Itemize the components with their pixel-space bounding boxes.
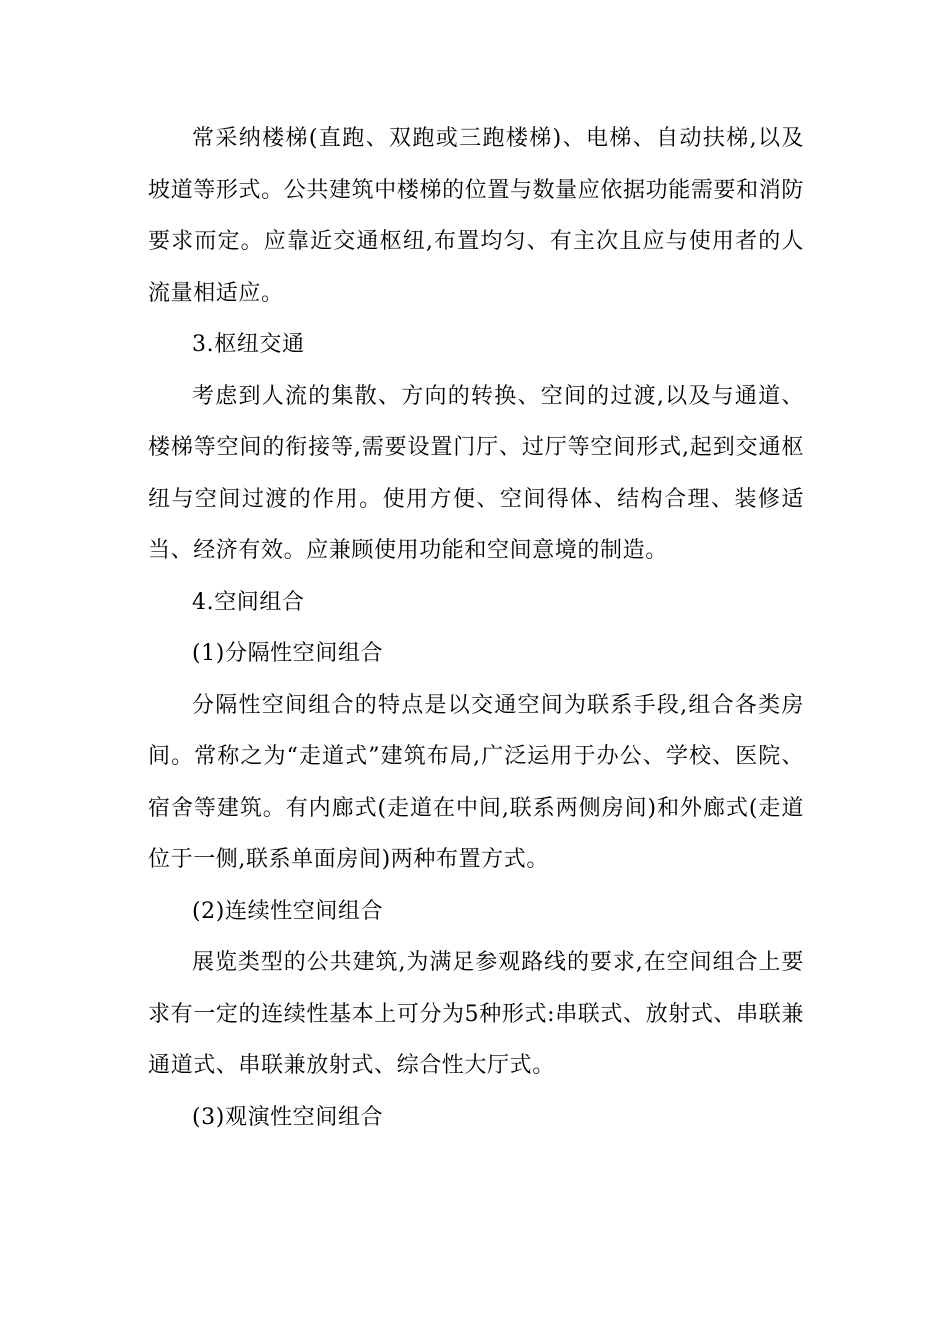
paragraph-continuous-space: 展览类型的公共建筑,为满足参观路线的要求,在空间组合上要求有一定的连续性基本上可分为5种形式:串联式、放射式、串联兼通道式、串联兼放射式、综合性大厅式。 xyxy=(148,950,804,1078)
paragraph-stairs: 常采纳楼梯(直跑、双跑或三跑楼梯)、电梯、自动扶梯,以及坡道等形式。公共建筑中楼梯的位置与数量应依据功能需要和消防要求而定。应靠近交通枢纽,布置均匀、有主次且应与使用者的人流量相适应。 xyxy=(148,126,804,306)
paragraph-separated-space: 分隔性空间组合的特点是以交通空间为联系手段,组合各类房间。常称之为“走道式”建筑布局,广泛运用于办公、学校、医院、宿舍等建筑。有内廊式(走道在中间,联系两侧房间)和外廊式(走道位于一侧,联系单面房间)两种布置方式。 xyxy=(148,692,804,872)
subheading-separated-space: (1)分隔性空间组合 xyxy=(192,641,384,666)
subheading-performance-space: (3)观演性空间组合 xyxy=(192,1104,384,1130)
paragraph-hub-traffic: 考虑到人流的集散、方向的转换、空间的过渡,以及与通道、楼梯等空间的衔接等,需要设置门厅、过厅等空间形式,起到交通枢纽与空间过渡的作用。使用方便、空间得体、结构合理、装修适当、经济有效。应兼顾使用功能和空间意境的制造。 xyxy=(148,383,804,563)
heading-hub-traffic: 3.枢纽交通 xyxy=(192,332,305,357)
document-body xyxy=(148,113,804,1143)
subheading-continuous-space: (2)连续性空间组合 xyxy=(192,898,384,924)
heading-space-combination: 4.空间组合 xyxy=(192,589,305,615)
